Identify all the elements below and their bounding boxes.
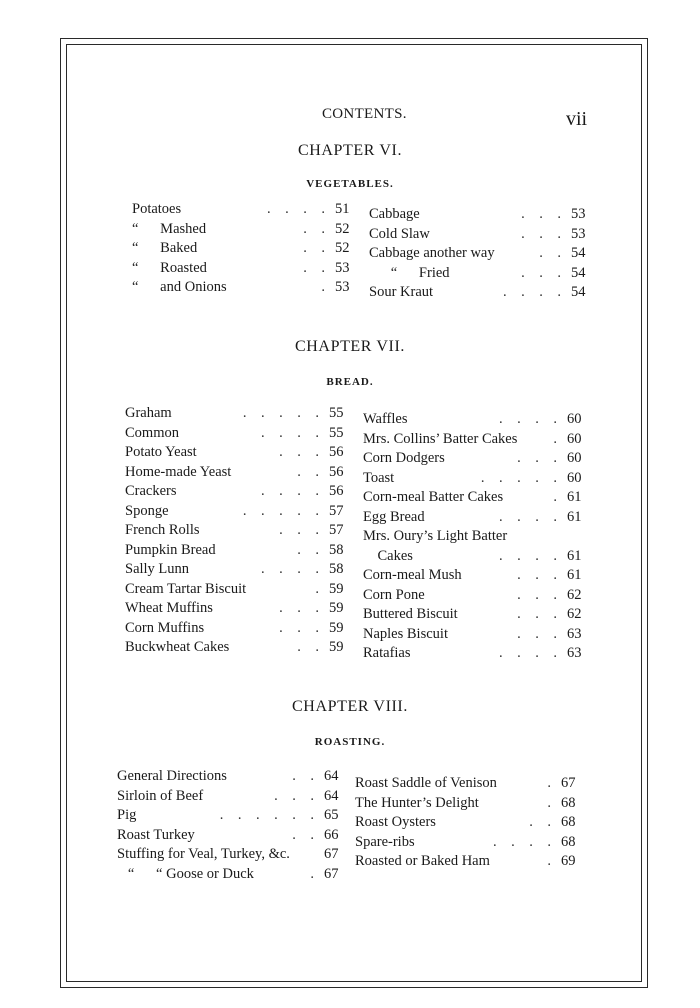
toc-entry	[132, 200, 350, 220]
toc-entry	[125, 404, 351, 424]
toc-entry-leader-dots: .	[553, 430, 557, 447]
toc-entry-label: “ Fried	[369, 264, 450, 281]
toc-entry-label: Potatoes	[132, 201, 182, 217]
toc-entry-label: Naples Biscuit	[363, 625, 448, 642]
toc-entry-label: French Rolls	[125, 522, 200, 538]
toc-entry	[125, 638, 351, 658]
toc-entry-page-number: 56	[329, 444, 344, 460]
toc-entry	[125, 502, 351, 522]
toc-entry-page-number: 66	[324, 826, 339, 843]
toc-entry-label: Stuffing for Veal, Turkey, &c.	[117, 846, 290, 862]
chapter-title: CHAPTER VII.	[294, 338, 406, 355]
page-number: vii	[566, 108, 588, 130]
section-heading: ROASTING.	[314, 736, 386, 748]
toc-entry-page-number: 59	[329, 580, 344, 597]
toc-entry-page-number: 58	[329, 561, 344, 577]
toc-entry-leader-dots: . .	[292, 826, 314, 843]
toc-entry-page-number: 54	[571, 245, 586, 261]
toc-entry	[355, 852, 580, 872]
toc-entry-leader-dots: . . .	[279, 444, 319, 460]
toc-entry-leader-dots: . . . .	[499, 508, 557, 525]
toc-entry-leader-dots: . . .	[279, 522, 319, 538]
toc-column-left	[132, 200, 350, 298]
toc-entry	[363, 644, 589, 664]
toc-entry-label: Cakes	[363, 547, 413, 564]
toc-entry	[363, 449, 589, 469]
toc-entry-page-number: 68	[561, 794, 576, 811]
toc-entry-label: Buckwheat Cakes	[125, 639, 230, 655]
toc-entry-page-number: 52	[335, 220, 350, 237]
toc-entry-page-number: 67	[324, 865, 339, 882]
toc-entry-page-number: 62	[567, 586, 582, 603]
toc-entry-label: Corn Muffins	[125, 619, 205, 636]
toc-entry-page-number: 59	[329, 619, 344, 636]
toc-entry-label: Corn Dodgers	[363, 450, 445, 466]
toc-entry	[363, 410, 589, 430]
toc-entry-label: General Directions	[117, 768, 227, 784]
toc-entry-leader-dots: . . . .	[499, 411, 557, 427]
toc-entry	[363, 430, 589, 450]
toc-entry-label: Sally Lunn	[125, 561, 190, 577]
toc-entry-label: Cream Tartar Biscuit	[125, 580, 247, 597]
toc-entry-label: Graham	[125, 405, 172, 421]
toc-entry-leader-dots: . . .	[279, 600, 319, 616]
toc-entry-leader-dots: . . . .	[503, 284, 561, 300]
chapter-title: CHAPTER VIII.	[292, 698, 408, 715]
toc-entry	[125, 580, 351, 600]
toc-column-right	[355, 774, 580, 872]
toc-entry-leader-dots: . .	[297, 463, 319, 480]
toc-entry-leader-dots: .	[321, 279, 325, 295]
toc-entry-leader-dots: . .	[529, 814, 551, 830]
toc-entry-label: Spare-ribs	[355, 833, 415, 850]
toc-entry-leader-dots: . . . .	[261, 424, 319, 441]
toc-entry-leader-dots: . . . . . .	[219, 807, 314, 823]
toc-entry-page-number: 57	[329, 522, 344, 538]
toc-entry	[363, 469, 589, 489]
toc-entry	[355, 833, 580, 853]
toc-entry	[117, 806, 342, 826]
toc-entry-label: Cold Slaw	[369, 225, 430, 242]
toc-entry-label: Corn Pone	[363, 586, 425, 603]
toc-entry-leader-dots: . .	[303, 259, 325, 276]
toc-entry-leader-dots: . . . . .	[480, 469, 557, 486]
toc-entry-leader-dots: . . . .	[499, 645, 557, 661]
toc-entry	[125, 560, 351, 580]
toc-entry	[363, 566, 589, 586]
toc-entry-label: Pumpkin Bread	[125, 541, 216, 558]
toc-entry	[355, 774, 580, 794]
toc-entry-label: Toast	[363, 469, 395, 486]
toc-entry-leader-dots: . . .	[517, 567, 557, 583]
toc-entry	[369, 244, 589, 264]
toc-entry-leader-dots: . . .	[517, 606, 557, 622]
toc-entry-label: Roasted or Baked Ham	[355, 853, 490, 869]
toc-entry-page-number: 61	[567, 567, 582, 583]
toc-entry	[125, 521, 351, 541]
toc-entry-leader-dots: .	[310, 865, 314, 882]
toc-entry-label: Egg Bread	[363, 508, 425, 525]
toc-entry-label: Sponge	[125, 502, 169, 519]
toc-entry	[369, 264, 589, 284]
toc-entry-page-number: 53	[571, 225, 586, 242]
toc-entry-label: Sour Kraut	[369, 284, 434, 300]
toc-entry-leader-dots: . . .	[517, 625, 557, 642]
toc-entry-page-number: 67	[561, 775, 576, 791]
toc-entry-page-number: 60	[567, 411, 582, 427]
toc-entry-page-number: 51	[335, 201, 350, 217]
toc-entry-page-number: 54	[571, 264, 586, 281]
toc-entry	[125, 424, 351, 444]
toc-entry-leader-dots: . . .	[521, 206, 561, 222]
toc-entry-label: Buttered Biscuit	[363, 606, 458, 622]
toc-entry-leader-dots: .	[315, 580, 319, 597]
toc-entry	[369, 283, 589, 303]
toc-entry	[117, 865, 342, 885]
toc-entry-label: Corn-meal Batter Cakes	[363, 489, 504, 505]
toc-entry-leader-dots: . .	[297, 639, 319, 655]
toc-entry-page-number: 65	[324, 807, 339, 823]
toc-entry-leader-dots: . . . . .	[242, 502, 319, 519]
toc-entry-leader-dots: . . .	[517, 586, 557, 603]
toc-entry	[117, 845, 342, 865]
toc-entry	[125, 482, 351, 502]
toc-entry	[117, 826, 342, 846]
toc-entry-label: Pig	[117, 807, 137, 823]
toc-entry-page-number: 59	[329, 600, 344, 616]
toc-entry-leader-dots: . .	[297, 541, 319, 558]
toc-entry-label: “ Baked	[132, 240, 198, 256]
toc-entry-label: Roast Turkey	[117, 826, 195, 843]
toc-entry-label: Potato Yeast	[125, 444, 197, 460]
toc-entry-leader-dots: .	[553, 489, 557, 505]
toc-entry-label: Crackers	[125, 483, 177, 499]
running-head: CONTENTS.	[322, 106, 407, 122]
toc-entry-leader-dots: . .	[292, 768, 314, 784]
toc-entry	[369, 225, 589, 245]
toc-column-right	[363, 410, 589, 664]
toc-entry-label: The Hunter’s Delight	[355, 794, 479, 811]
toc-entry	[363, 605, 589, 625]
toc-entry-page-number: 55	[329, 405, 344, 421]
toc-entry-label: Roast Saddle of Venison	[355, 775, 497, 791]
toc-entry-page-number: 56	[329, 463, 344, 480]
toc-entry-page-number: 62	[567, 606, 582, 622]
toc-entry-label: Cabbage another way	[369, 245, 495, 261]
toc-entry	[132, 220, 350, 240]
toc-entry-leader-dots: . . . .	[267, 201, 325, 217]
toc-entry-page-number: 59	[329, 639, 344, 655]
toc-entry-leader-dots: . . .	[274, 787, 314, 804]
toc-entry	[363, 625, 589, 645]
toc-entry-page-number: 61	[567, 508, 582, 525]
toc-entry	[355, 794, 580, 814]
toc-entry	[132, 259, 350, 279]
toc-entry-label: Mrs. Collins’ Batter Cakes	[363, 430, 518, 447]
toc-entry-label: Home-made Yeast	[125, 463, 232, 480]
toc-entry	[363, 508, 589, 528]
toc-entry-label: “ Mashed	[132, 220, 207, 237]
toc-entry-page-number: 60	[567, 430, 582, 447]
toc-entry-leader-dots: . . . .	[499, 547, 557, 564]
toc-entry-leader-dots: . . . .	[493, 833, 551, 850]
toc-entry-page-number: 68	[561, 833, 576, 850]
toc-column-left	[117, 767, 342, 884]
toc-entry-leader-dots: . . . .	[261, 483, 319, 499]
toc-entry-leader-dots: . .	[303, 240, 325, 256]
toc-entry-leader-dots: . . .	[517, 450, 557, 466]
toc-entry-label: “ and Onions	[132, 279, 227, 295]
toc-entry	[132, 278, 350, 298]
toc-entry-leader-dots: . . .	[279, 619, 319, 636]
toc-entry	[125, 463, 351, 483]
toc-entry-label: Sirloin of Beef	[117, 787, 204, 804]
toc-entry-page-number: 57	[329, 502, 344, 519]
toc-column-left	[125, 404, 351, 658]
toc-entry-page-number: 58	[329, 541, 344, 558]
toc-entry	[363, 527, 589, 547]
toc-entry-page-number: 64	[324, 787, 339, 804]
toc-entry-page-number: 63	[567, 625, 582, 642]
toc-entry-leader-dots: . . . . .	[242, 405, 319, 421]
toc-entry-label: Wheat Muffins	[125, 600, 213, 616]
toc-entry-leader-dots: . .	[303, 220, 325, 237]
toc-entry-leader-dots: .	[547, 853, 551, 869]
toc-entry-page-number: 61	[567, 547, 582, 564]
toc-entry-page-number: 55	[329, 424, 344, 441]
toc-entry	[355, 813, 580, 833]
toc-entry-page-number: 54	[571, 284, 586, 300]
toc-entry	[125, 443, 351, 463]
toc-entry-page-number: 56	[329, 483, 344, 499]
toc-entry-leader-dots: . . .	[521, 264, 561, 281]
toc-entry-page-number: 67	[324, 846, 339, 862]
toc-entry-page-number: 60	[567, 469, 582, 486]
toc-entry-page-number: 53	[571, 206, 586, 222]
toc-entry-label: Common	[125, 424, 179, 441]
toc-entry-page-number: 69	[561, 853, 576, 869]
toc-entry	[132, 239, 350, 259]
toc-entry	[363, 586, 589, 606]
toc-entry-label: Ratafias	[363, 645, 411, 661]
toc-entry-leader-dots: .	[547, 794, 551, 811]
toc-entry-page-number: 68	[561, 814, 576, 830]
toc-entry-leader-dots: .	[547, 775, 551, 791]
toc-entry	[117, 787, 342, 807]
toc-entry-label: “ Roasted	[132, 259, 207, 276]
toc-entry-page-number: 63	[567, 645, 582, 661]
section-heading: BREAD.	[326, 376, 374, 388]
toc-entry	[125, 619, 351, 639]
toc-entry	[125, 541, 351, 561]
toc-entry-page-number: 53	[335, 279, 350, 295]
section-heading: VEGETABLES.	[306, 178, 394, 190]
toc-entry-label: Cabbage	[369, 206, 420, 222]
toc-entry	[363, 488, 589, 508]
toc-entry-label: “ “ Goose or Duck	[117, 865, 254, 882]
toc-entry-page-number: 53	[335, 259, 350, 276]
toc-column-right	[369, 205, 589, 303]
toc-entry-leader-dots: . . . .	[261, 561, 319, 577]
toc-entry	[125, 599, 351, 619]
toc-entry-label: Corn-meal Mush	[363, 567, 462, 583]
toc-entry-label: Roast Oysters	[355, 814, 436, 830]
toc-entry-label: Mrs. Oury’s Light Batter	[363, 528, 508, 544]
toc-entry-leader-dots: . . .	[521, 225, 561, 242]
toc-entry	[117, 767, 342, 787]
chapter-title: CHAPTER VI.	[297, 142, 403, 159]
toc-entry	[369, 205, 589, 225]
toc-entry-page-number: 64	[324, 768, 339, 784]
toc-entry-page-number: 60	[567, 450, 582, 466]
toc-entry	[363, 547, 589, 567]
toc-entry-leader-dots: . .	[539, 245, 561, 261]
toc-entry-page-number: 61	[567, 489, 582, 505]
toc-entry-page-number: 52	[335, 240, 350, 256]
toc-entry-label: Waffles	[363, 411, 408, 427]
